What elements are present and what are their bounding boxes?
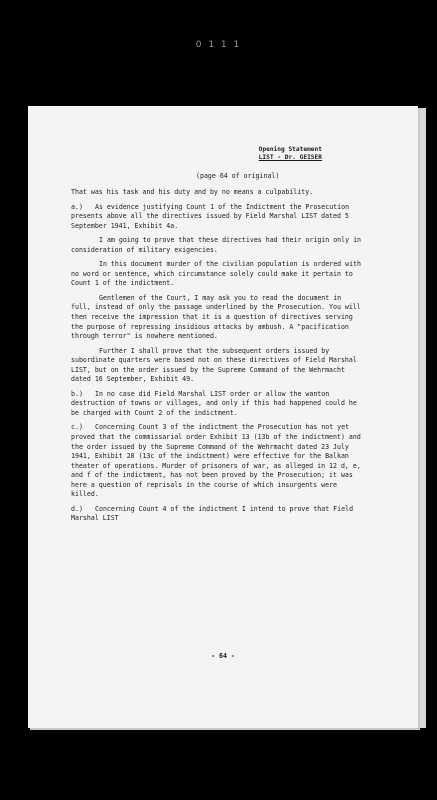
document-header bbox=[259, 146, 322, 163]
paragraph-text: Concerning Count 4 of the indictment I intend to prove that Field Marshal LIST bbox=[71, 504, 354, 523]
paragraph-marker: d.) bbox=[71, 504, 83, 513]
paragraph bbox=[71, 203, 361, 232]
header-title: Opening Statement bbox=[258, 146, 322, 153]
paragraph-marker: c.) bbox=[71, 423, 83, 432]
paragraph bbox=[71, 390, 361, 419]
paragraph bbox=[71, 505, 361, 524]
paragraph bbox=[71, 236, 361, 255]
page-of-original: (page 64 of original) bbox=[196, 172, 280, 180]
document-body bbox=[71, 188, 361, 529]
paragraph-text: Concerning Count 3 of the indictment the Prosecution has not yet proved that the commissarial order Exhibit 13 (13b of the indictment) and the order issued by the Supreme Command of the Wehrmacht dated 23 July 1941, Exhibit 28 (13c of the indictment) were effective for the Balkan theater of operations. Murder of prisoners of war, as alleged in 12 d, e, and f of the indictment, has not been proved by the Prosecution; it was here a question of reprisals in the course of which insurgents were killed. bbox=[71, 423, 361, 499]
paragraph-marker: b.) bbox=[71, 389, 83, 398]
paragraph-text: Further I shall prove that the subsequent orders issued by subordinate quarters were based not on these directives of Field Marshal LIST, but on the order issued by the Supreme Command of the Wehrmacht dated 16 September, Exhibit 49. bbox=[71, 346, 357, 384]
paragraph bbox=[71, 294, 361, 342]
paragraph-text: That was his task and his duty and by no means a culpability. bbox=[71, 188, 314, 196]
paragraph-text: I am going to prove that these directives had their origin only in consideration of military exigencies. bbox=[71, 236, 362, 254]
page-number: - 64 - bbox=[211, 652, 235, 660]
paragraph-text: In this document murder of the civilian population is ordered with no word or sentence, which circumstance solely could make it pertain to Count 1 of the indictment. bbox=[71, 260, 362, 288]
paragraph bbox=[71, 260, 361, 289]
paragraph-marker: a.) bbox=[71, 202, 83, 211]
paragraph bbox=[71, 188, 361, 198]
header-subtitle: LIST - Dr. GEISER bbox=[258, 154, 322, 162]
document-page bbox=[28, 106, 418, 728]
paragraph bbox=[71, 423, 361, 499]
paragraph-text: Gentlemen of the Court, I may ask you to read the document in full, instead of only the passage underlined by the Prosecution. You will then receive the impression that it is a question of directives serving the purpose of repressing insidious attacks by ambush. A "pacification through terror" is nowhere mentioned. bbox=[71, 293, 361, 341]
film-frame-label: 0 1 1 1 bbox=[195, 40, 242, 50]
paragraph-text: In no case did Field Marshal LIST order or allow the wanton destruction of towns or villages, and only if this had happened could he be charged with Count 2 of the indictment. bbox=[71, 389, 357, 417]
paragraph bbox=[71, 347, 361, 385]
paragraph-text: As evidence justifying Count 1 of the Indictment the Prosecution presents above all the directives issued by Field Marshal LIST dated 5 September 1941, Exhibit 4a. bbox=[71, 202, 350, 230]
